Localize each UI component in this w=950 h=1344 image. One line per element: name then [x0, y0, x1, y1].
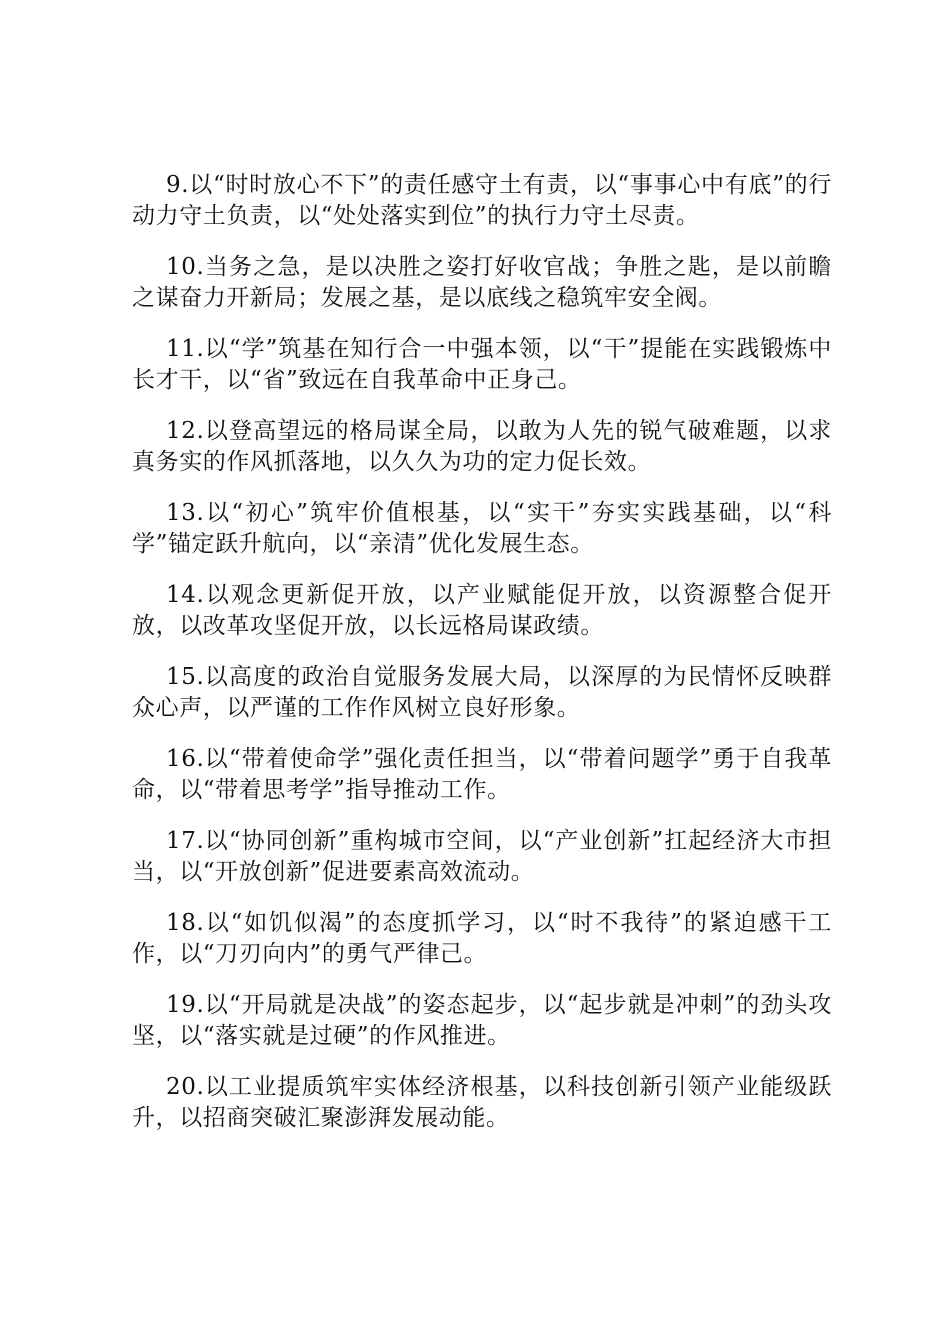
paragraph-17: 17.以“协同创新”重构城市空间，以“产业创新”扛起经济大市担当，以“开放创新”促进要素高效流动。	[132, 828, 832, 885]
document-body	[132, 170, 832, 1154]
paragraph-15: 15.以高度的政治自觉服务发展大局，以深厚的为民情怀反映群众心声，以严谨的工作作风树立良好形象。	[132, 664, 832, 721]
paragraph-16: 16.以“带着使命学”强化责任担当，以“带着问题学”勇于自我革命，以“带着思考学”指导推动工作。	[132, 746, 832, 803]
paragraph-12: 12.以登高望远的格局谋全局，以敢为人先的锐气破难题，以求真务实的作风抓落地，以久久为功的定力促长效。	[132, 418, 832, 475]
paragraph-19: 19.以“开局就是决战”的姿态起步，以“起步就是冲刺”的劲头攻坚，以“落实就是过硬”的作风推进。	[132, 992, 832, 1049]
paragraph-18: 18.以“如饥似渴”的态度抓学习，以“时不我待”的紧迫感干工作，以“刀刃向内”的勇气严律己。	[132, 910, 832, 967]
paragraph-13: 13.以“初心”筑牢价值根基，以“实干”夯实实践基础，以“科学”锚定跃升航向，以“亲清”优化发展生态。	[132, 500, 832, 557]
paragraph-11: 11.以“学”筑基在知行合一中强本领，以“干”提能在实践锻炼中长才干，以“省”致远在自我革命中正身己。	[132, 336, 832, 393]
paragraph-10: 10.当务之急，是以决胜之姿打好收官战；争胜之匙，是以前瞻之谋奋力开新局；发展之基，是以底线之稳筑牢安全阀。	[132, 254, 832, 311]
paragraph-9: 9.以“时时放心不下”的责任感守土有责，以“事事心中有底”的行动力守土负责，以“处处落实到位”的执行力守土尽责。	[132, 172, 832, 229]
paragraph-14: 14.以观念更新促开放，以产业赋能促开放，以资源整合促开放，以改革攻坚促开放，以长远格局谋政绩。	[132, 582, 832, 639]
paragraph-20: 20.以工业提质筑牢实体经济根基，以科技创新引领产业能级跃升，以招商突破汇聚澎湃发展动能。	[132, 1074, 832, 1131]
